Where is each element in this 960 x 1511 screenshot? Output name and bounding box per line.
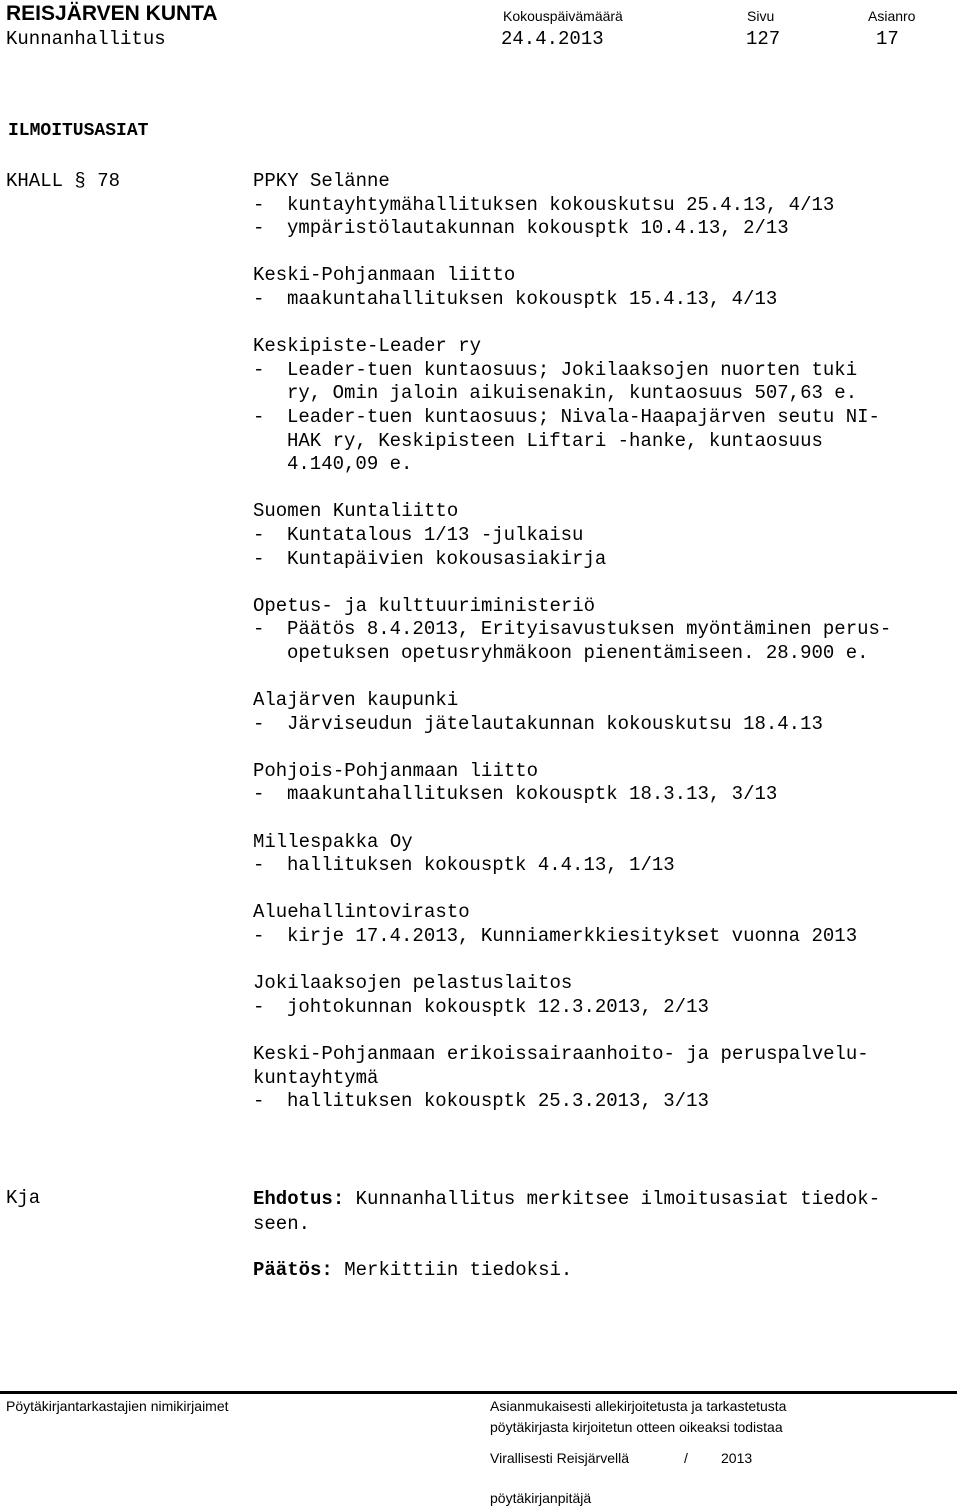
organization-name: REISJÄRVEN KUNTA bbox=[6, 2, 218, 25]
bullet-dash: - bbox=[253, 358, 265, 381]
proposal-text: Kunnanhallitus merkitsee ilmoitusasiat tiedok- bbox=[355, 1188, 881, 1210]
date-separator: / bbox=[684, 1450, 688, 1466]
notice-item-text: Leader-tuen kuntaosuus; Jokilaaksojen nuorten tuki bbox=[287, 358, 858, 381]
notice-sender: Opetus- ja kulttuuriministeriö bbox=[253, 594, 596, 617]
bullet-dash: - bbox=[253, 618, 265, 641]
proposal-line bbox=[253, 1187, 953, 1212]
notice-sender: Pohjois-Pohjanmaan liitto bbox=[253, 759, 539, 782]
decision-label: Päätös: bbox=[253, 1259, 333, 1281]
section-title: ILMOITUSASIAT bbox=[8, 121, 149, 141]
notice-item bbox=[253, 618, 953, 665]
bullet-dash: - bbox=[253, 925, 265, 947]
bullet-dash: - bbox=[253, 1090, 265, 1113]
notice-group bbox=[253, 170, 953, 241]
notice-item-text: HAK ry, Keskipisteen Liftari -hanke, kuntaosuus bbox=[287, 429, 823, 452]
notice-item-text: opetuksen opetusryhmäkoon pienentämiseen. 28.900 e. bbox=[287, 641, 869, 664]
meeting-date: 24.4.2013 bbox=[501, 28, 604, 50]
bullet-dash: - bbox=[253, 854, 265, 877]
certification-place: Virallisesti Reisjärvellä bbox=[490, 1450, 630, 1466]
item-number: 17 bbox=[876, 28, 899, 50]
notice-sender: Alajärven kaupunki bbox=[253, 689, 459, 712]
notice-item-text: Kuntapäivien kokousasiakirja bbox=[287, 547, 607, 570]
certification-year: 2013 bbox=[721, 1450, 753, 1466]
notice-sender: Keskipiste-Leader ry bbox=[253, 335, 482, 358]
date-label: Kokouspäivämäärä bbox=[503, 8, 623, 24]
notice-item bbox=[253, 524, 953, 548]
notice-sender: Aluehallintovirasto bbox=[253, 901, 470, 924]
inspectors-initials-label: Pöytäkirjantarkastajien nimikirjaimet bbox=[6, 1398, 229, 1414]
notice-group bbox=[253, 901, 953, 948]
notice-item-text: Kuntatalous 1/13 -julkaisu bbox=[287, 523, 584, 546]
notice-sender: Millespakka Oy bbox=[253, 830, 413, 853]
notice-item bbox=[253, 548, 953, 572]
notice-sender: PPKY Selänne bbox=[253, 170, 390, 192]
notice-item bbox=[253, 925, 953, 949]
notice-item-text: Päätös 8.4.2013, Erityisavustuksen myöntäminen perus- bbox=[287, 618, 892, 641]
body-name: Kunnanhallitus bbox=[6, 28, 166, 50]
notice-group bbox=[253, 1043, 953, 1114]
proposal-label: Ehdotus: bbox=[253, 1188, 345, 1210]
certification-text-1: Asianmukaisesti allekirjoitetusta ja tarkastetusta bbox=[490, 1398, 787, 1414]
notice-list bbox=[253, 170, 953, 1137]
notice-item-text: kirje 17.4.2013, Kunniamerkkiesitykset vuonna 2013 bbox=[287, 925, 858, 947]
notice-sender: Jokilaaksojen pelastuslaitos bbox=[253, 972, 573, 995]
notice-item-text: maakuntahallituksen kokousptk 18.3.13, 3/13 bbox=[287, 783, 778, 806]
bullet-dash: - bbox=[253, 523, 265, 546]
role-label: Kja bbox=[6, 1187, 41, 1209]
notice-item-text: ympäristölautakunnan kokousptk 10.4.13, 2/13 bbox=[287, 217, 789, 240]
bullet-dash: - bbox=[253, 217, 265, 240]
notice-item bbox=[253, 406, 953, 477]
notice-item bbox=[253, 359, 953, 406]
decision-line bbox=[253, 1258, 953, 1283]
notice-sender: Keski-Pohjanmaan liitto bbox=[253, 264, 516, 287]
notice-group bbox=[253, 264, 953, 311]
section-reference: KHALL § 78 bbox=[6, 170, 121, 192]
footer-divider bbox=[0, 1391, 957, 1394]
notice-item-text: 4.140,09 e. bbox=[287, 453, 413, 476]
notice-sender: Suomen Kuntaliitto bbox=[253, 500, 459, 523]
notice-item bbox=[253, 288, 953, 312]
notice-group bbox=[253, 972, 953, 1019]
notice-group bbox=[253, 595, 953, 666]
notice-item bbox=[253, 783, 953, 807]
notice-item-text: maakuntahallituksen kokousptk 15.4.13, 4/13 bbox=[287, 287, 778, 310]
notice-item bbox=[253, 217, 953, 241]
notice-item-text: kuntayhtymähallituksen kokouskutsu 25.4.13, 4/13 bbox=[287, 193, 835, 216]
page-label: Sivu bbox=[747, 8, 775, 24]
notice-item-text: ry, Omin jaloin aikuisenakin, kuntaosuus 507,63 e. bbox=[287, 382, 858, 405]
notice-group bbox=[253, 500, 953, 571]
page-number: 127 bbox=[746, 28, 781, 50]
bullet-dash: - bbox=[253, 783, 265, 806]
notice-item bbox=[253, 194, 953, 218]
item-number-label: Asianro bbox=[868, 8, 916, 24]
bullet-dash: - bbox=[253, 995, 265, 1018]
notice-item-text: hallituksen kokousptk 25.3.2013, 3/13 bbox=[287, 1090, 709, 1113]
notice-sender-continued: kuntayhtymä bbox=[253, 1066, 379, 1089]
notice-item bbox=[253, 996, 953, 1020]
notice-item bbox=[253, 854, 953, 878]
notice-group bbox=[253, 689, 953, 736]
notice-sender: Keski-Pohjanmaan erikoissairaanhoito- ja peruspalvelu- bbox=[253, 1042, 869, 1065]
notice-item-text: Leader-tuen kuntaosuus; Nivala-Haapajärven seutu NI- bbox=[287, 405, 880, 428]
notice-group bbox=[253, 335, 953, 477]
decision-block bbox=[253, 1187, 953, 1283]
minutes-keeper-label: pöytäkirjanpitäjä bbox=[490, 1490, 592, 1506]
bullet-dash: - bbox=[253, 547, 265, 570]
notice-group bbox=[253, 831, 953, 878]
certification-text-2: pöytäkirjasta kirjoitetun otteen oikeaksi todistaa bbox=[490, 1419, 783, 1435]
notice-group bbox=[253, 760, 953, 807]
decision-text: Merkittiin tiedoksi. bbox=[344, 1259, 573, 1281]
notice-item-text: johtokunnan kokousptk 12.3.2013, 2/13 bbox=[287, 995, 709, 1018]
notice-item-text: hallituksen kokousptk 4.4.13, 1/13 bbox=[287, 854, 675, 877]
bullet-dash: - bbox=[253, 405, 265, 428]
bullet-dash: - bbox=[253, 193, 265, 216]
bullet-dash: - bbox=[253, 287, 265, 310]
bullet-dash: - bbox=[253, 712, 265, 735]
proposal-line-continued: seen. bbox=[253, 1212, 311, 1235]
notice-item bbox=[253, 1090, 953, 1114]
notice-item bbox=[253, 713, 953, 737]
notice-item-text: Järviseudun jätelautakunnan kokouskutsu 18.4.13 bbox=[287, 712, 823, 735]
